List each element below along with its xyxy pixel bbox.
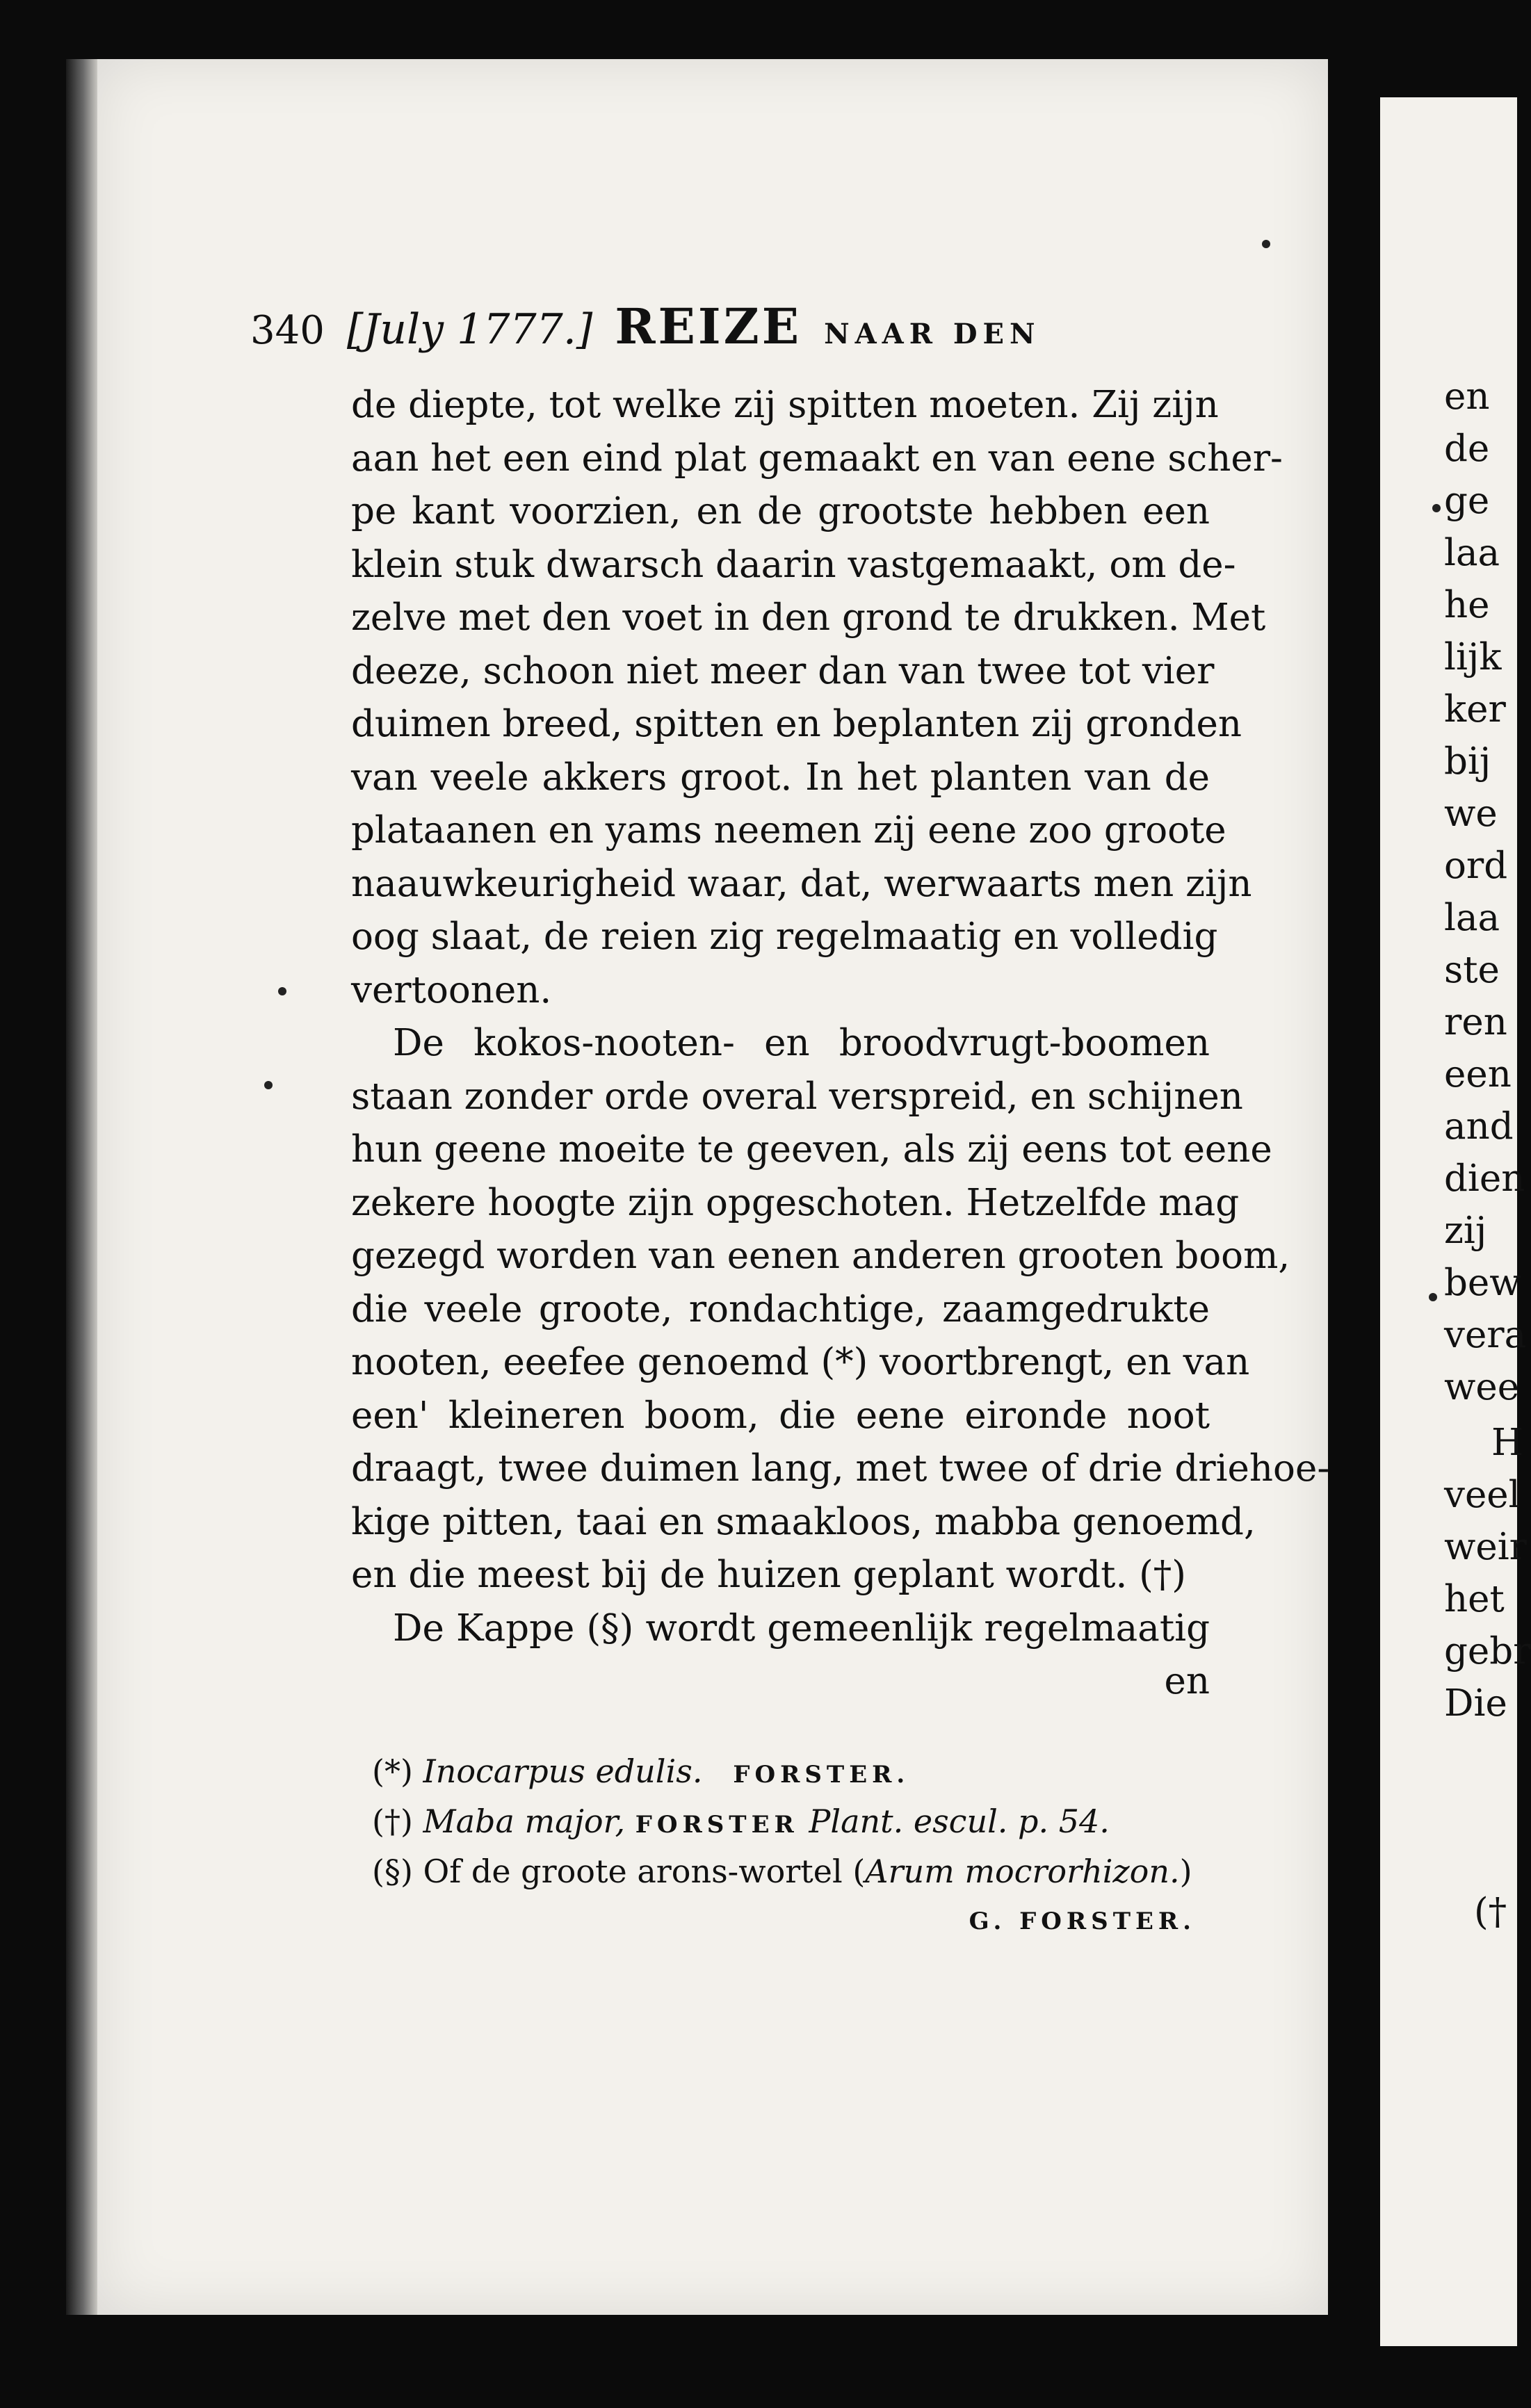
right-page-edge (1380, 97, 1531, 2346)
text-line: zelve met den voet in den grond te drukken. Met (351, 596, 1266, 639)
footnote-text: Inocarpus edulis. (423, 1752, 703, 1790)
footnotes (372, 1748, 1217, 1945)
text-fragment: en (1444, 375, 1490, 418)
page-number: 340 (250, 308, 325, 353)
text-fragment: ren (1444, 1001, 1507, 1043)
footnote-latin-name: Arum mocrorhizon. (865, 1853, 1180, 1890)
ink-speck (264, 1081, 273, 1089)
running-header (250, 298, 1217, 355)
book-gutter (66, 59, 97, 2315)
text-fragment: gebr (1444, 1630, 1531, 1673)
text-line: deeze, schoon niet meer dan van twee tot vier (351, 649, 1215, 692)
footnote-attribution: FORSTER. (733, 1761, 910, 1789)
ink-speck (1432, 504, 1441, 512)
text-line: staan zonder orde overal verspreid, en schijnen (351, 1075, 1243, 1118)
text-line: oog slaat, de reien zig regelmaatig en volledig (351, 916, 1218, 958)
text-line: aan het een eind plat gemaakt en van eene scher- (351, 437, 1283, 480)
catchword: en (1164, 1660, 1210, 1702)
text-line: nooten, eeefee genoemd (*) voortbrengt, en van (351, 1341, 1250, 1383)
footnote-marker: (*) (372, 1752, 413, 1790)
text-fragment: zij (1444, 1210, 1487, 1252)
text-fragment: weir (1444, 1526, 1528, 1568)
footnote-marker: (§) (372, 1853, 413, 1890)
text-fragment: ker (1444, 688, 1506, 731)
text-line: draagt, twee duimen lang, met twee of drie driehoe- (351, 1447, 1330, 1490)
text-fragment: veel (1444, 1474, 1521, 1516)
footnote-text: Of de groote arons-wortel ( (423, 1853, 866, 1890)
text-line: duimen breed, spitten en beplanten zij gronden (351, 703, 1242, 745)
text-fragment: H (1491, 1422, 1524, 1464)
text-fragment: laa (1444, 897, 1500, 939)
text-line: hun geene moeite te geeven, als zij eens tot eene (351, 1128, 1272, 1171)
text-fragment: de (1444, 428, 1490, 470)
text-fragment: dien (1444, 1157, 1525, 1200)
text-line: die veele groote, rondachtige, zaamgedrukte (351, 1287, 1210, 1331)
text-line: klein stuk dwarsch daarin vastgemaakt, om de- (351, 543, 1236, 586)
text-fragment: een (1444, 1053, 1512, 1096)
ink-speck (1429, 1293, 1437, 1301)
text-fragment: and (1444, 1105, 1514, 1148)
body-text (351, 379, 1330, 1709)
footnote-reference: Plant. escul. p. 54. (809, 1803, 1110, 1840)
text-fragment: ste (1444, 949, 1500, 991)
text-line: van veele akkers groot. In het planten van de (351, 756, 1210, 799)
ink-speck (1262, 240, 1270, 248)
text-line: en die meest bij de huizen geplant wordt. (†) (351, 1554, 1186, 1596)
text-line: plataanen en yams neemen zij eene zoo groote (351, 809, 1226, 852)
text-line: naauwkeurigheid waar, dat, werwaarts men zijn (351, 862, 1252, 905)
text-line: de diepte, tot welke zij spitten moeten. Zij zijn (351, 384, 1219, 426)
header-date: [July 1777.] (346, 305, 593, 354)
footnote-text: Maba major, (423, 1803, 626, 1840)
header-title-rest: NAAR DEN (824, 318, 1041, 350)
footnote-marker: (†) (372, 1803, 413, 1840)
text-fragment: ord (1444, 845, 1508, 887)
footnote-attribution: G. FORSTER. (969, 1907, 1196, 1935)
text-line: De Kappe (§) wordt gemeenlijk regelmaatig (393, 1606, 1210, 1650)
text-line: pe kant voorzien, en de grootste hebben een (351, 490, 1210, 532)
ink-speck (278, 987, 286, 995)
text-fragment: lijk (1444, 636, 1502, 678)
footnote-1 (372, 1748, 1217, 1798)
footnote-2 (372, 1798, 1217, 1848)
footnote-3-attribution (372, 1895, 1217, 1945)
text-line: kige pitten, taai en smaakloos, mabba genoemd, (351, 1500, 1256, 1543)
footnote-3 (372, 1848, 1217, 1895)
text-fragment: het (1444, 1578, 1505, 1620)
text-line: gezegd worden van eenen anderen grooten boom, (351, 1235, 1290, 1277)
text-fragment: († (1474, 1891, 1507, 1933)
header-title: REIZE (615, 298, 802, 355)
text-line: De kokos-nooten- en broodvrugt-boomen (393, 1022, 1210, 1064)
text-line: zekere hoogte zijn opgeschoten. Hetzelfde mag (351, 1181, 1240, 1224)
text-fragment: bij (1444, 740, 1491, 783)
text-fragment: laa (1444, 532, 1500, 574)
text-fragment: we (1444, 792, 1498, 835)
text-fragment: bew (1444, 1262, 1521, 1304)
text-fragment: Die (1444, 1682, 1507, 1725)
text-fragment: wee (1444, 1366, 1520, 1408)
text-fragment: ge (1444, 480, 1490, 522)
footnote-close: ) (1179, 1853, 1192, 1890)
text-line: een' kleineren boom, die eene eironde noot (351, 1394, 1210, 1437)
text-fragment: vera (1444, 1314, 1527, 1356)
text-fragment: he (1444, 584, 1490, 626)
text-line: vertoonen. (351, 968, 552, 1011)
footnote-attribution: FORSTER (635, 1811, 799, 1839)
